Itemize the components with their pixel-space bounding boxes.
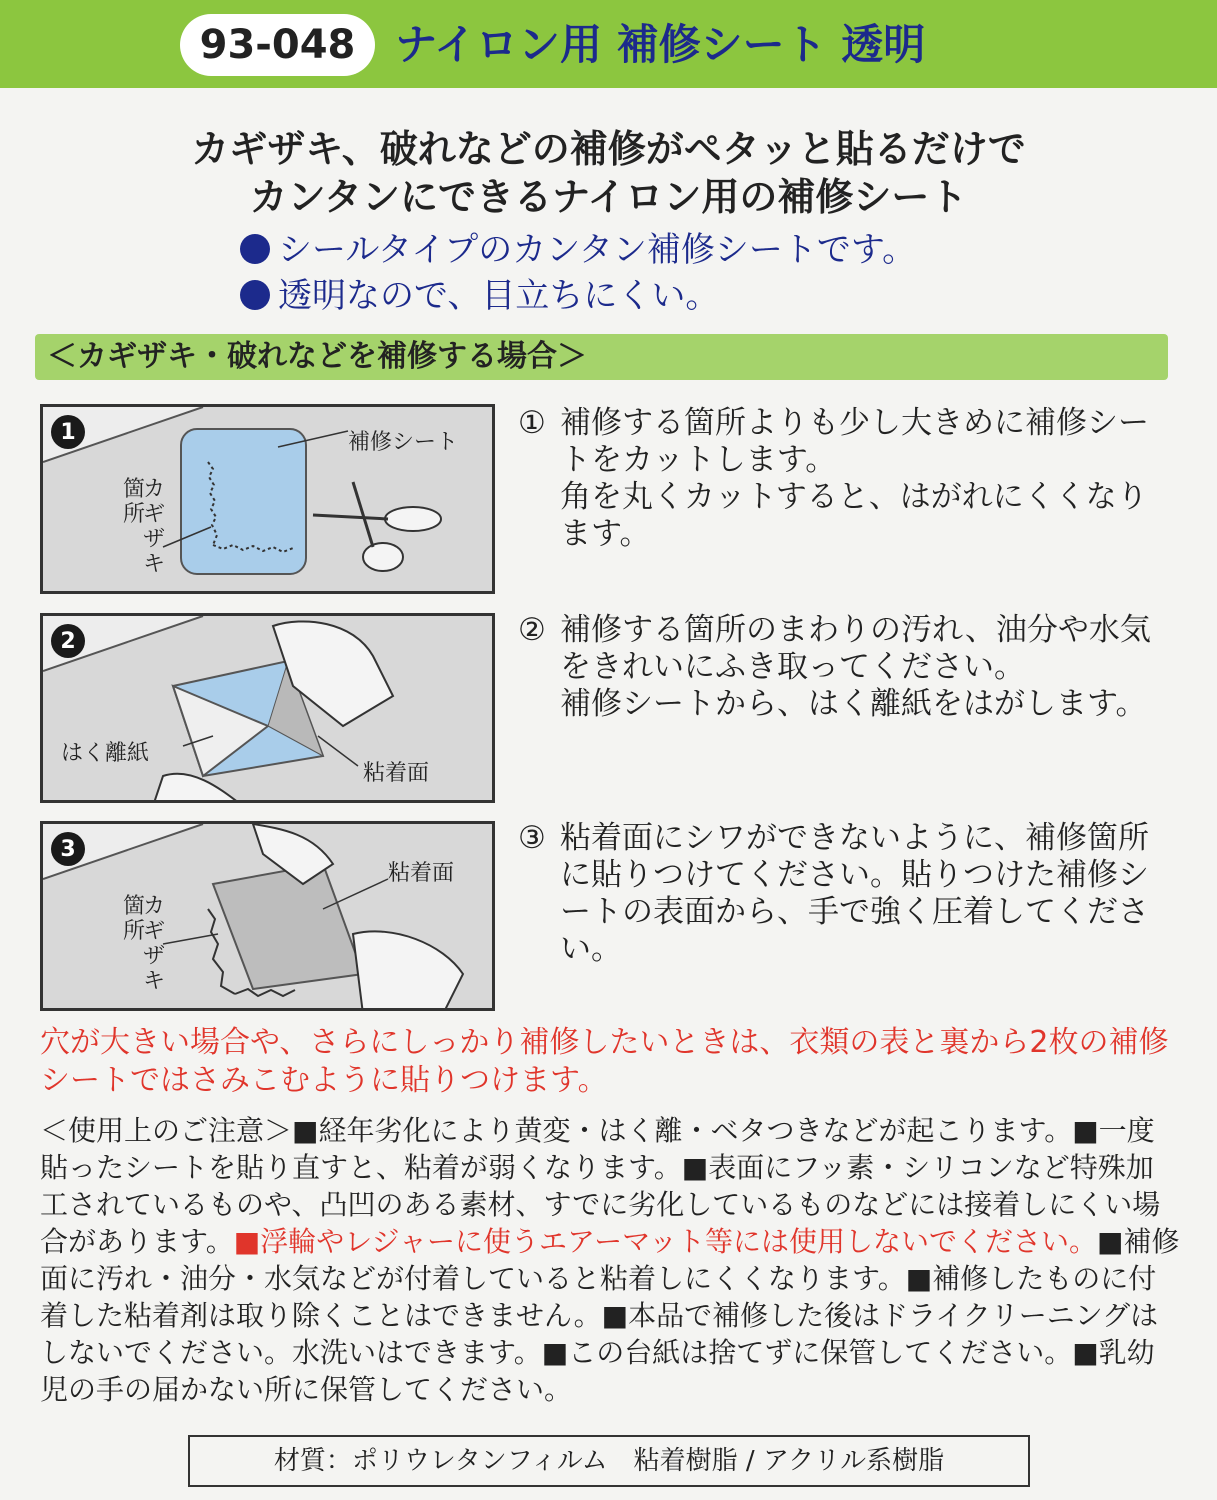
step-3-text <box>518 820 1178 968</box>
step-number-badge: 2 <box>51 624 85 658</box>
section-heading: ＜カギザキ・破れなどを補修する場合＞ <box>35 334 1168 380</box>
step-number-badge: 3 <box>51 832 85 866</box>
product-title: ナイロン用 補修シート 透明 <box>395 20 926 69</box>
illustration-step-1 <box>40 404 495 594</box>
label-kasho: 箇所 <box>123 477 146 527</box>
large-hole-note: 穴が大きい場合や、さらにしっかり補修したいときは、衣類の表と裏から2枚の補修シートではさみこむように貼りつけます。 <box>40 1025 1169 1098</box>
label-kasho: 箇所 <box>123 894 146 944</box>
product-code-badge: 93-048 <box>180 14 375 76</box>
step-3-drawing <box>43 824 495 1011</box>
step-1-body-2: 角を丸くカットすると、はがれにくくなります。 <box>560 479 1148 552</box>
precautions-part-2: ■補修面に汚れ・油分・水気などが付着していると粘着しにくくなります。■補修したものに付着した粘着剤は取り除くことはできません。■本品で補修した後はドライクリーニングはしないでください。水洗いはできます。■この台紙は捨てずに保管してください。■乳幼児の手の届かない所に保管してください。 <box>40 1225 1180 1406</box>
label-adhesive-side: 粘着面 <box>388 861 455 886</box>
step-3-body: 粘着面にシワができないように、補修箇所に貼りつけてください。貼りつけた補修シートの表面から、手で強く圧着してください。 <box>560 820 1149 967</box>
precautions-warning: ■浮輪やレジャーに使うエアーマット等には使用しないでください。 <box>233 1225 1098 1258</box>
lead-line-2: カンタンにできるナイロン用の補修シート <box>249 175 968 219</box>
material-info: 材質：ポリウレタンフィルム 粘着樹脂 / アクリル系樹脂 <box>188 1435 1030 1487</box>
bullet-dot-icon <box>240 234 270 264</box>
label-kagizaki: カギザキ <box>143 894 166 994</box>
label-adhesive-side: 粘着面 <box>363 761 430 786</box>
bullet-dot-icon <box>240 280 270 310</box>
label-release-paper: はく離紙 <box>61 741 150 766</box>
illustration-step-2 <box>40 613 495 803</box>
step-2-body-2: 補修シートから、はく離紙をはがします。 <box>560 686 1147 722</box>
step-2-body: 補修する箇所のまわりの汚れ、油分や水気をきれいにふき取ってください。 <box>560 612 1151 685</box>
bullet-item-1 <box>240 222 916 271</box>
step-2-text <box>518 612 1178 723</box>
bullet-text-1: シールタイプのカンタン補修シートです。 <box>278 230 917 270</box>
step-number-badge: 1 <box>51 415 85 449</box>
label-kagizaki: カギザキ <box>143 477 166 577</box>
step-1-body: 補修する箇所よりも少し大きめに補修シートをカットします。 <box>560 405 1149 478</box>
step-2-number: ② <box>518 612 546 648</box>
lead-line-1: カギザキ、破れなどの補修がペタッと貼るだけで <box>191 127 1026 171</box>
bullet-text-2: 透明なので、目立ちにくい。 <box>278 276 720 316</box>
label-repair-sheet: 補修シート <box>348 430 459 455</box>
bullet-item-2 <box>240 268 719 317</box>
usage-precautions <box>40 1112 1180 1408</box>
illustration-step-3 <box>40 821 495 1011</box>
step-1-text <box>518 405 1178 553</box>
step-1-number: ① <box>518 405 546 441</box>
header-bar <box>0 0 1217 88</box>
precautions-part-1: ＜使用上のご注意＞■経年劣化により黄変・はく離・ベタつきなどが起こります。■一度貼ったシートを貼り直すと、粘着が弱くなります。■表面にフッ素・シリコンなど特殊加工されているものや、凸凹のある素材、すでに劣化しているものなどには接着しにくい場合があります。 <box>40 1114 1161 1258</box>
step-3-number: ③ <box>518 820 546 856</box>
